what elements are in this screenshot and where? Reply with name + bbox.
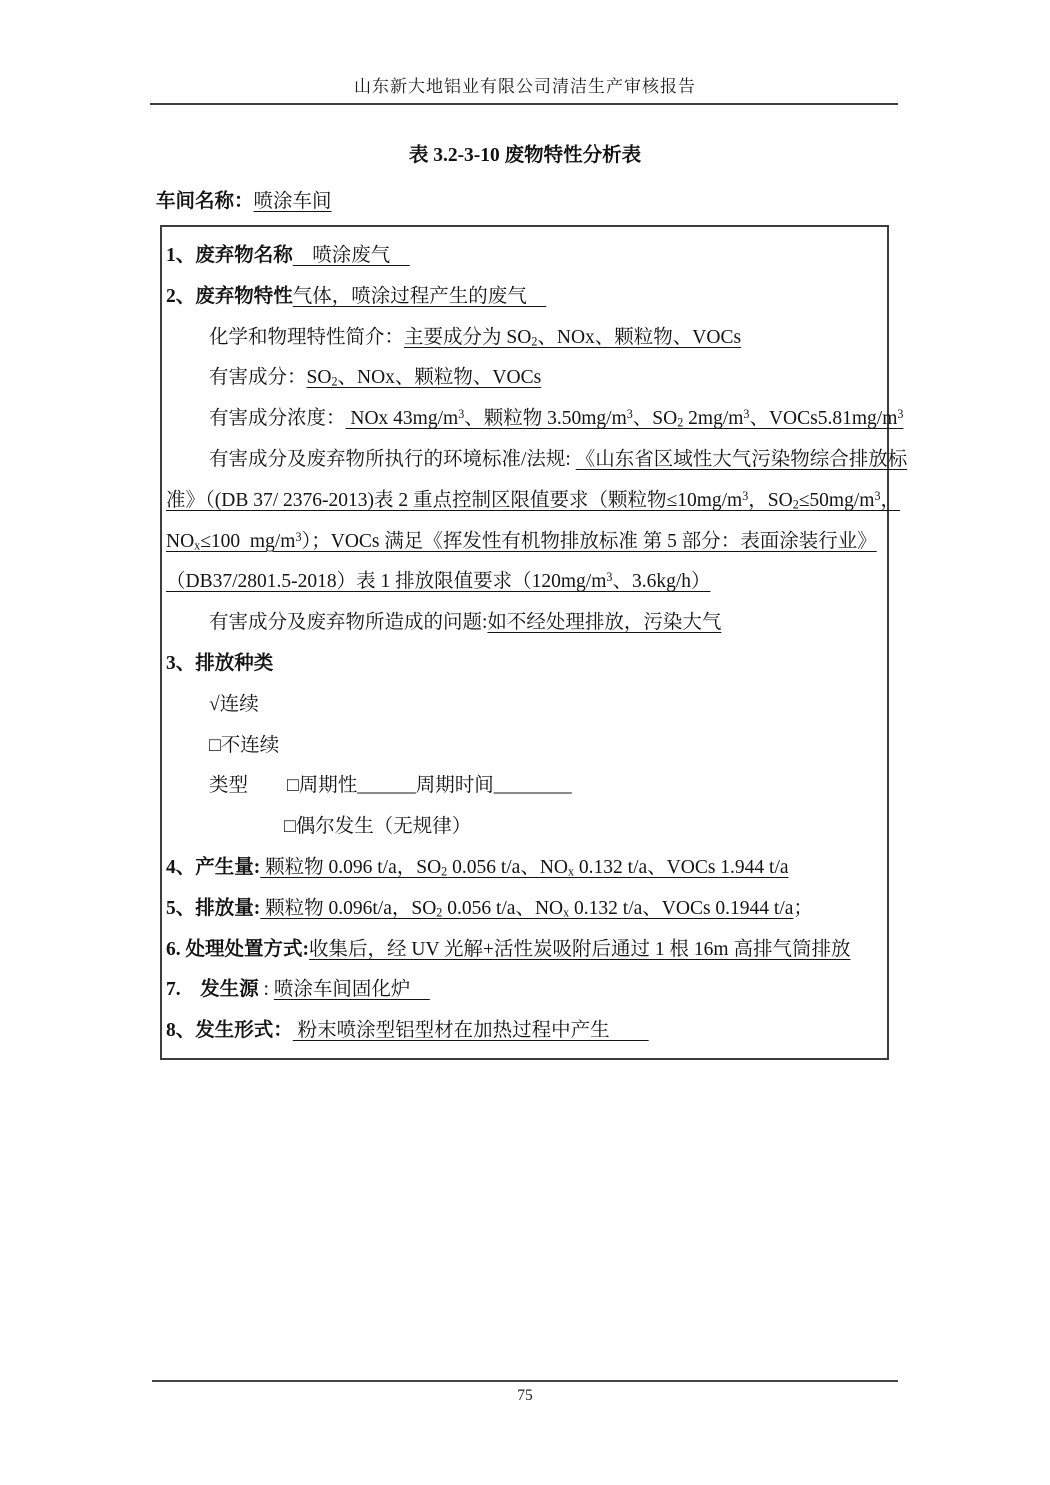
discontinuous-option-row (166, 726, 879, 767)
generation-source-row (166, 970, 879, 1011)
standards-row-4 (166, 562, 879, 603)
waste-name-value: 喷涂废气 (292, 245, 410, 266)
standards-row-3 (166, 522, 879, 563)
treatment-method-row (166, 930, 879, 971)
workshop-name-value: 喷涂车间 (253, 191, 332, 212)
treatment-method-value: 收集后，经 UV 光解+活性炭吸附后通过 1 根 16m 高排气筒排放 (309, 938, 851, 960)
waste-analysis-form (160, 225, 908, 1060)
chem-physical-intro-label: 化学和物理特性简介： (209, 326, 405, 348)
periodic-option: □周期性______周期时间________ (287, 775, 572, 797)
standards-label: 有害成分及废弃物所执行的环境标准/法规: (209, 448, 576, 470)
occasional-option-row (166, 807, 879, 848)
waste-name-label: 1、废弃物名称 (166, 245, 293, 266)
standards-value-line3: $NO_x\le 100$ $mg/m^3$）；VOCs 满足《挥发性有机物排放标准 第 5 部分：表面涂装行业》 (166, 529, 877, 553)
workshop-name-label: 车间名称： (156, 191, 254, 212)
generation-amount-row (166, 848, 879, 889)
page-footer (152, 1380, 898, 1405)
standards-value-line2: 准》（(DB 37/ 2376-2013)表 2 重点控制区限值要求（颗粒物$\le 10mg/m^3$，$SO_2\le 50mg/m^3$， (166, 488, 901, 512)
generation-source-label: 7. 发生源 (166, 979, 259, 1001)
continuous-option: √连续 (209, 693, 259, 715)
generation-form-value: 粉末喷涂型铝型材在加热过程中产生 (292, 1020, 649, 1042)
harmful-concentration-row (166, 399, 904, 440)
waste-characteristics-row (166, 277, 879, 318)
harmful-components-value: $SO_2$、NOx、颗粒物、VOCs (306, 367, 542, 390)
emission-amount-row (166, 889, 879, 930)
problems-label: 有害成分及废弃物所造成的问题: (209, 612, 488, 634)
chem-physical-intro-row (166, 318, 879, 359)
problems-row (166, 603, 879, 644)
generation-source-value: 喷涂车间固化炉 (273, 979, 430, 1001)
standards-value-line4: （DB37/2801.5-2018）表 1 排放限值要求（$120mg/m^3$、3.6kg/h） (166, 570, 711, 593)
header-rule (150, 103, 898, 105)
waste-characteristics-value: 气体，喷涂过程产生的废气 (292, 285, 547, 307)
standards-row-1 (166, 440, 908, 481)
problems-value: 如不经处理排放，污染大气 (487, 612, 722, 634)
standards-row-2 (166, 481, 901, 522)
harmful-components-label: 有害成分： (209, 367, 307, 389)
emission-type-label: 3、排放种类 (166, 652, 274, 674)
generation-source-colon: : (258, 979, 274, 1001)
occasional-option: □偶尔发生（无规律） (284, 816, 472, 838)
harmful-concentration-label: 有害成分浓度： (209, 408, 346, 430)
generation-amount-value: 颗粒物 0.096 t/a，$SO_2$ 0.056 t/a、$NO_x$ 0.132 t/a、VOCs 1.944 t/a (260, 856, 789, 879)
type-label: 类型 (209, 775, 288, 797)
harmful-concentration-value: NOx $43mg/m^3$、颗粒物 $3.50mg/m^3$、$SO_2$ $2mg/m^3$、$VOCs5.81mg/m^3$ (345, 407, 904, 430)
periodic-option-row (166, 766, 879, 807)
waste-characteristics-label: 2、废弃物特性 (166, 285, 293, 307)
emission-amount-tail: ； (793, 897, 813, 919)
emission-amount-label: 5、排放量: (166, 897, 261, 919)
standards-value-line1: 《山东省区域性大气污染物综合排放标 (575, 448, 908, 470)
table-caption: 表 3.2-3-10 废物特性分析表 (408, 145, 642, 166)
generation-amount-label: 4、产生量: (166, 856, 261, 878)
waste-name-row (166, 236, 879, 277)
page-number: 75 (517, 1387, 533, 1404)
harmful-components-row (166, 358, 879, 399)
continuous-option-row (166, 685, 879, 726)
emission-amount-value: 颗粒物 0.096t/a，$SO_2$ 0.056 t/a、$NO_x$ 0.132 t/a、VOCs 0.1944 t/a (260, 897, 794, 920)
chem-physical-intro-value: 主要成分为 $SO_2$、NOx、颗粒物、VOCs (404, 326, 742, 349)
generation-form-row (166, 1011, 879, 1052)
emission-type-row (166, 644, 879, 685)
workshop-line (156, 185, 1050, 213)
discontinuous-option: □不连续 (209, 734, 280, 756)
generation-form-label: 8、发生形式： (166, 1020, 293, 1042)
report-header: 山东新大地铝业有限公司清洁生产审核报告 (354, 77, 696, 96)
treatment-method-label: 6. 处理处置方式: (166, 938, 309, 960)
